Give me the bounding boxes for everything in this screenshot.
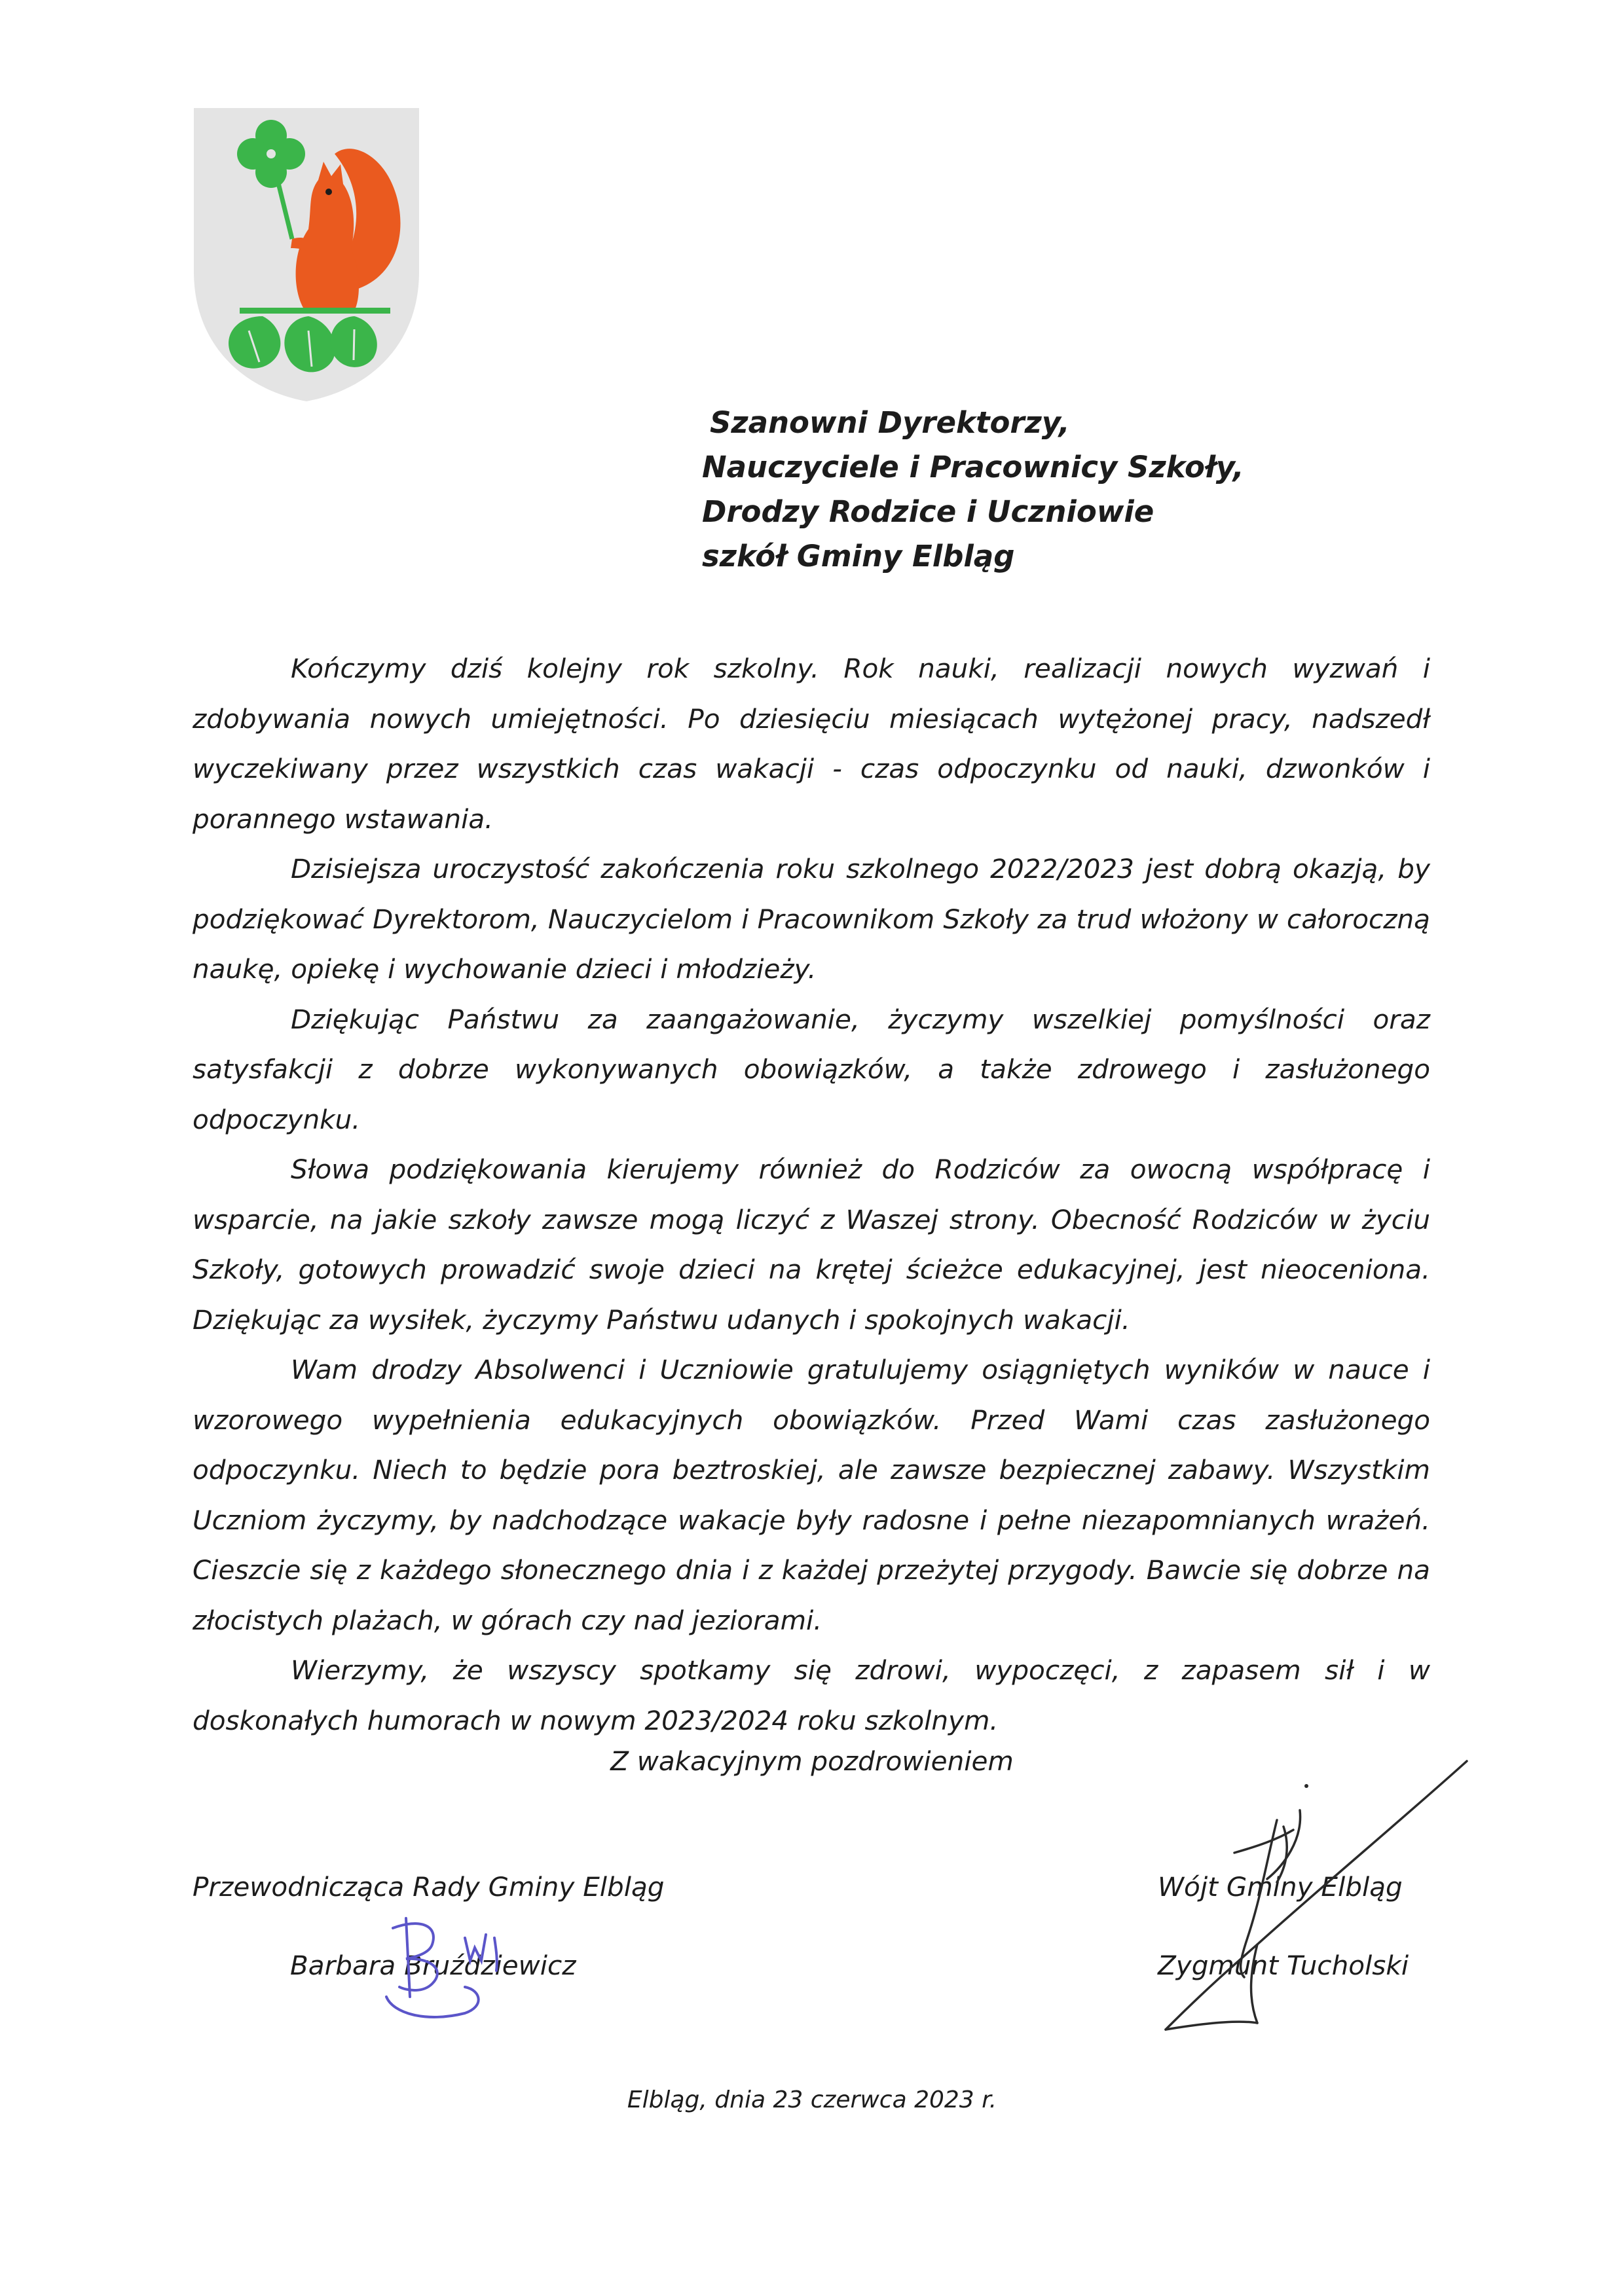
paragraph: Wam drodzy Absolwenci i Uczniowie gratulujemy osiągniętych wyników w nauce i wzorowego wypełnienia edukacyjnych obowiązków. Przed Wami czas zasłużonego odpoczynku. Niech to będzie pora beztroskiej, ale zawsze bezpiecznej zabawy. Wszystkim Uczniom życzymy, by nadchodzące wakacje były radosne i pełne niezapomnianych wrażeń. Cieszcie się z każdego słonecznego dnia i z każdej przeżytej przygody. Bawcie się dobrze na złocistych plażach, w górach czy nad jeziorami. — [193, 1354, 1430, 1636]
date-line: Elbląg, dnia 23 czerwca 2023 r. — [627, 2086, 997, 2113]
closing-greeting: Z wakacyjnym pozdrowieniem — [610, 1745, 1014, 1777]
paragraph: Dziękując Państwu za zaangażowanie, życzymy wszelkiej pomyślności oraz satysfakcji z dobrze wykonywanych obowiązków, a także zdrowego i zasłużonego odpoczynku. — [193, 1003, 1430, 1135]
left-signatory-title: Przewodnicząca Rady Gminy Elbląg — [193, 1871, 665, 1903]
paragraph: Kończymy dziś kolejny rok szkolny. Rok nauki, realizacji nowych wyzwań i zdobywania nowych umiejętności. Po dziesięciu miesiącach wytężonej pracy, nadszedł wyczekiwany przez wszystkich czas wakacji - czas odpoczynku od nauki, dzwonków i porannego wstawania. — [193, 653, 1430, 835]
paragraph: Słowa podziękowania kierujemy również do Rodziców za owocną współpracę i wsparcie, na jakie szkoły zawsze mogą liczyć z Waszej strony. Obecność Rodziców w życiu Szkoły, gotowych prowadzić swoje dzieci na krętej ścieżce edukacyjnej, jest nieoceniona. Dziękując za wysiłek, życzymy Państwu udanych i spokojnych wakacji. — [193, 1154, 1430, 1336]
salutation-line: Drodzy Rodzice i Uczniowie — [702, 494, 1154, 529]
paragraph: Dzisiejsza uroczystość zakończenia roku szkolnego 2022/2023 jest dobrą okazją, by podziękować Dyrektorom, Nauczycielom i Pracownikom Szkoły za trud włożony w całoroczną naukę, opiekę i wychowanie dzieci i młodzieży. — [193, 853, 1430, 985]
handwritten-signature-right-icon — [1126, 1748, 1480, 2062]
left-signatory-name: Barbara Bruździewicz — [290, 1950, 576, 1981]
handwritten-signature-left-icon — [367, 1899, 537, 2030]
coat-of-arms-icon — [194, 108, 419, 401]
salutation-line: Nauczyciele i Pracownicy Szkoły, — [702, 450, 1244, 484]
right-signatory-title: Wójt Gminy Elbląg — [1158, 1871, 1403, 1903]
letter-body — [193, 644, 1430, 1745]
salutation — [702, 401, 1488, 579]
salutation-line: szkół Gminy Elbląg — [702, 539, 1015, 574]
right-signatory-name: Zygmunt Tucholski — [1158, 1950, 1409, 1981]
paragraph: Wierzymy, że wszyscy spotkamy się zdrowi, wypoczęci, z zapasem sił i w doskonałych humorach w nowym 2023/2024 roku szkolnym. — [193, 1654, 1430, 1736]
salutation-line: Szanowni Dyrektorzy, — [710, 405, 1070, 440]
